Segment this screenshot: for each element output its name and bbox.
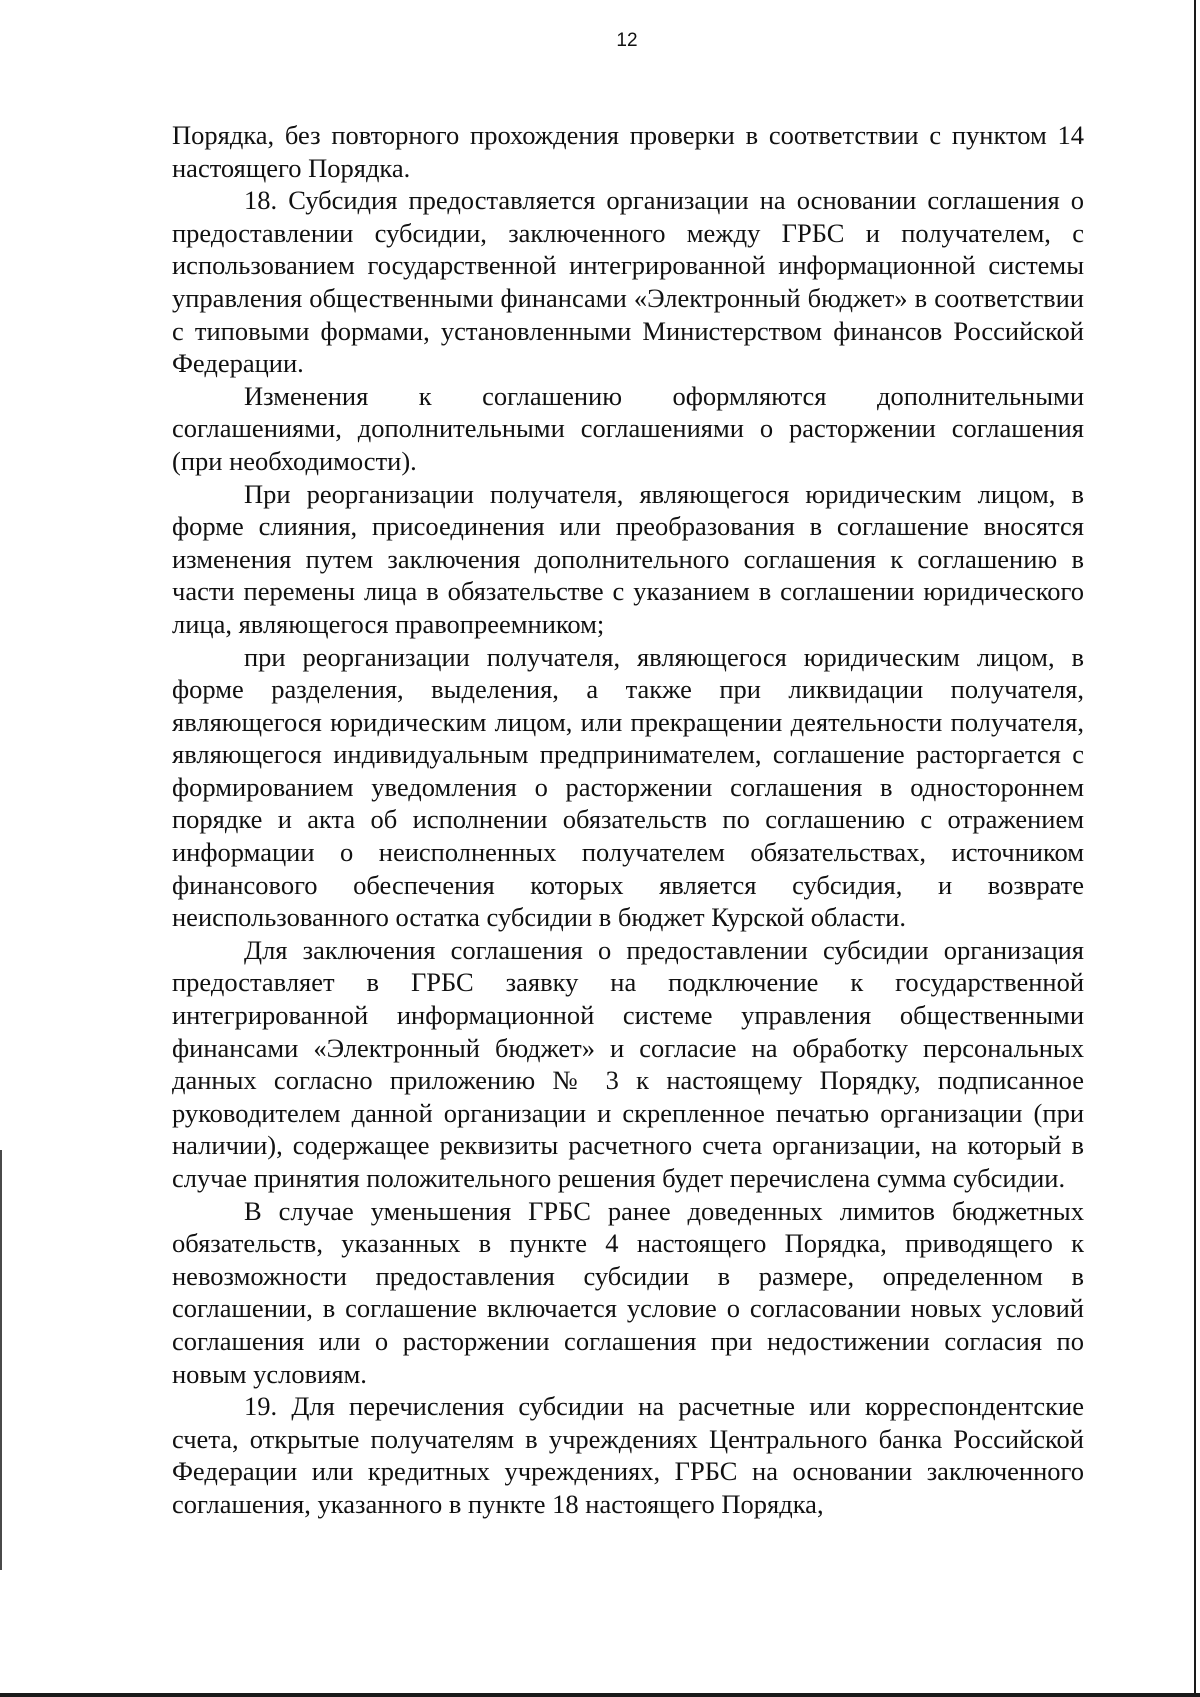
paragraph-reorganization-merger: При реорганизации получателя, являющегося юридическим лицом, в форме слияния, присоединения или преобразования в соглашение вносятся изменения путем заключения дополнительного соглашения к соглашению в части перемены лица в обязательстве с указанием в соглашении юридического лица, являющегося правопреемником;: [172, 478, 1084, 639]
paragraph-continuation: Порядка, без повторного прохождения проверки в соответствии с пунктом 14 настоящего Порядка.: [172, 120, 1084, 183]
paragraph-item-19: 19. Для перечисления субсидии на расчетные или корреспондентские счета, открытые получателям в учреждениях Центрального банка Российской Федерации или кредитных учреждениях, ГРБС на основании заключенного соглашения, указанного в пункте 18 настоящего Порядка,: [172, 1391, 1084, 1519]
paragraph-amendments: Изменения к соглашению оформляются дополнительными соглашениями, дополнительными соглашениями о расторжении соглашения (при необходимости).: [172, 380, 1084, 476]
scan-edge-right: [1194, 0, 1196, 1697]
paragraph-item-18: 18. Субсидия предоставляется организации на основании соглашения о предоставлении субсидии, заключенного между ГРБС и получателем, с использованием государственной интегрированной информационной системы управления общественными финансами «Электронный бюджет» в соответствии с типовыми формами, установленными Министерством финансов Российской Федерации.: [172, 185, 1084, 379]
paragraph-limit-reduction: В случае уменьшения ГРБС ранее доведенных лимитов бюджетных обязательств, указанных в пункте 4 настоящего Порядка, приводящего к невозможности предоставления субсидии в размере, определенном в соглашении, в соглашение включается условие о согласовании новых условий соглашения или о расторжении соглашения при недостижении согласия по новым условиям.: [172, 1195, 1084, 1389]
scan-edge-left: [0, 1150, 2, 1570]
page-number: 12: [616, 30, 638, 51]
paragraph-agreement-application: Для заключения соглашения о предоставлении субсидии организация предоставляет в ГРБС заявку на подключение к государственной интегрированной информационной системе управления общественными финансами «Электронный бюджет» и согласие на обработку персональных данных согласно приложению № 3 к настоящему Порядку, подписанное руководителем данной организации и скрепленное печатью организации (при наличии), содержащее реквизиты расчетного счета организации, на который в случае принятия положительного решения будет перечислена сумма субсидии.: [172, 934, 1084, 1193]
paragraph-reorganization-division: при реорганизации получателя, являющегося юридическим лицом, в форме разделения, выделения, а также при ликвидации получателя, являющегося юридическим лицом, или прекращении деятельности получателя, являющегося индивидуальным предпринимателем, соглашение расторгается с формированием уведомления о расторжении соглашения в одностороннем порядке и акта об исполнении обязательств по соглашению с отражением информации о неисполненных получателем обязательствах, источником финансового обеспечения которых является субсидия, и возврате неиспользованного остатка субсидии в бюджет Курской области.: [172, 641, 1084, 933]
scan-edge-bottom: [0, 1693, 1200, 1697]
document-body: [172, 119, 1084, 1521]
